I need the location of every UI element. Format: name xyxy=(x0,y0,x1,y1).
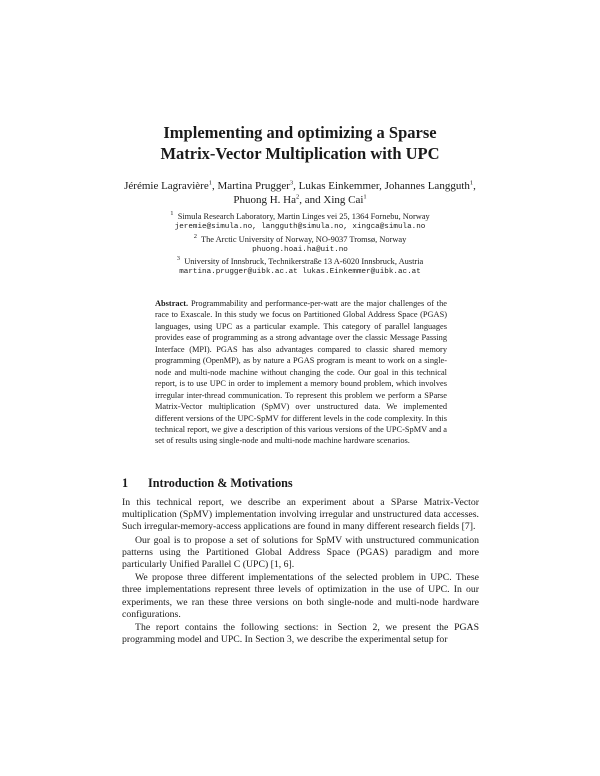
affiliation-2 xyxy=(80,234,520,245)
paragraph: We propose three different implementations of the selected problem in UPC. These three implementations represent three levels of optimization in the use of UPC. In our experiments, we ran these three versions on both single-node and multi-node hardware configurations. xyxy=(122,572,479,620)
paragraph: In this technical report, we describe an experiment about a SParse Matrix-Vector multiplication (SpMV) implementation involving irregular and unstructured data accesses. Such irregular-memory-access applications are found in many different research fields [7]. xyxy=(122,497,479,533)
title-line-2: Matrix-Vector Multiplication with UPC xyxy=(160,144,440,163)
author-name: Xing Cai xyxy=(323,194,364,206)
section-number: 1 xyxy=(122,476,129,490)
paper-title xyxy=(80,122,520,164)
author-affil-mark: 3 xyxy=(289,179,294,187)
author-line-2: Phuong H. Ha$^2$, and Xing Cai$^1$ xyxy=(233,193,367,206)
author-name: Johannes Langguth xyxy=(384,180,470,192)
paragraph: Our goal is to propose a set of solutions for SpMV with unstructured communication patterns using the Partitioned Global Address Space (PGAS) paradigm and more particularly Unified Parallel C (UPC) [1, 6]. xyxy=(122,534,479,571)
author-name: Lukas Einkemmer xyxy=(298,180,380,192)
affiliation-mark: 2 xyxy=(193,232,197,240)
paragraph: The report contains the following sections: in Section 2, we present the PGAS programming model and UPC. In Section 3, we describe the experimental setup for xyxy=(122,622,479,646)
author-list xyxy=(80,179,520,207)
affiliations xyxy=(80,211,520,279)
affiliation-text: The Arctic University of Norway, NO-9037 Tromsø, Norway xyxy=(200,234,407,244)
abstract xyxy=(155,298,447,447)
author-affil-mark: 1 xyxy=(469,179,474,187)
affiliation-text: University of Innsbruck, Technikerstraße 13 A-6020 Innsbruck, Austria xyxy=(184,257,424,267)
affiliation-mark: 1 xyxy=(170,210,174,218)
author-affil-mark: 1 xyxy=(208,179,212,187)
affiliation-text: Simula Research Laboratory, Martin Linges vei 25, 1364 Fornebu, Norway xyxy=(177,212,430,221)
author-name: Phuong H. Ha xyxy=(233,194,296,206)
abstract-label: Abstract. xyxy=(155,299,189,308)
author-name: Jérémie Lagravière xyxy=(124,180,209,192)
author-affil-mark: 1 xyxy=(363,193,367,201)
section-title: Introduction & Motivations xyxy=(148,476,293,490)
author-line-1: Jérémie Lagravière$^1$, Martina Prugger$^3$, Lukas Einkemmer, Johannes Langguth$^1$, xyxy=(124,179,476,192)
author-name: Martina Prugger xyxy=(217,180,290,192)
author-affil-mark: 2 xyxy=(295,193,300,201)
abstract-text: Programmability and performance-per-watt are the major challenges of the race to Exascale. In this study we focus on Partitioned Global Address Space (PGAS) languages, using UPC as a particular example. This category of parallel languages provides ease of programming as a strong advantage over the classic Message Passing Interface (MPI). PGAS has also advantages compared to classic shared memory programming (OpenMP), as by nature a PGAS program is meant to work on a single-node and multi-node machine without changing the code. Our goal in this technical report, is to use UPC in order to implement a memory bound problem, which involves irregular inter-thread communication. To represent this problem we perform a SParse Matrix-Vector multiplication (SpMV) over unstructured data. We implemented different versions of the UPC-SpMV for different levels in the code complexity. In this technical report, we give a description of this various versions of the UPC-SpMV and a set of results using single-node and multi-node machine hardware scenarios. xyxy=(155,299,447,446)
affiliation-1 xyxy=(80,211,520,222)
affiliation-emails: jeremie@simula.no, langguth@simula.no, xingca@simula.no xyxy=(174,223,426,232)
section-heading xyxy=(122,476,293,491)
affiliation-emails: phuong.hoai.ha@uit.no xyxy=(252,245,348,254)
title-line-1: Implementing and optimizing a Sparse xyxy=(163,123,437,142)
section-body xyxy=(122,497,479,647)
affiliation-mark: 3 xyxy=(176,255,180,263)
affiliation-emails: martina.prugger@uibk.ac.at lukas.Einkemmer@uibk.ac.at xyxy=(179,268,421,277)
affiliation-3 xyxy=(80,256,520,267)
